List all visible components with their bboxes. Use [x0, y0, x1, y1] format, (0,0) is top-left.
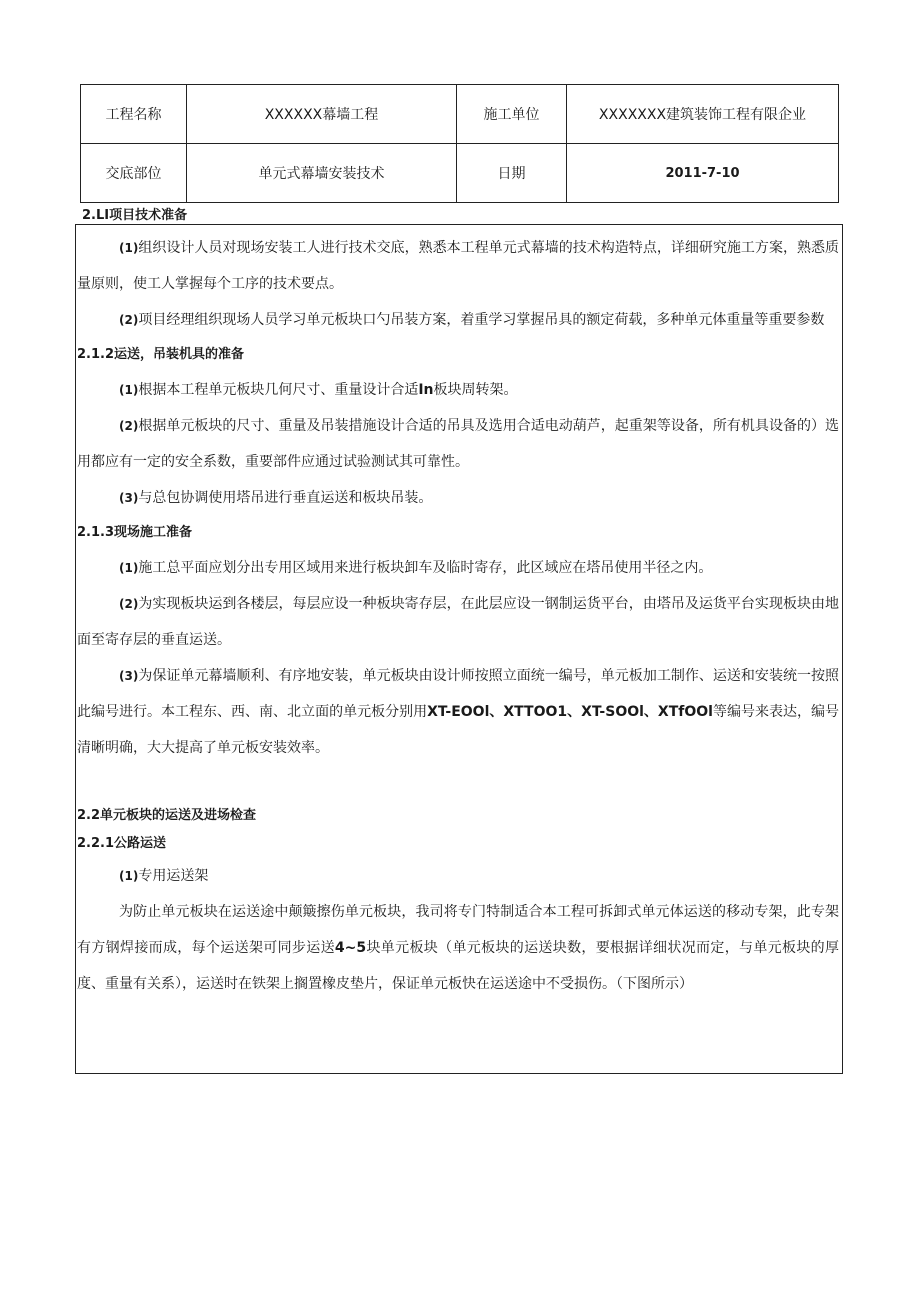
paragraph: [77, 230, 839, 302]
paragraph-text: 等编号来表达，编号清晰明确，大大提高了单元板安装效率。: [77, 704, 840, 756]
paragraph-text: 施工总平面应划分出专用区域用来进行板块卸车及临时寄存，此区域应在塔吊使用半径之内。: [138, 560, 713, 576]
paragraph-text: 根据单元板块的尺寸、重量及吊装措施设计合适的吊具及选用合适电动葫芦，起重架等设备，所有机具设备的）选用都应有一定的安全系数，重要部件应通过试验测试其可靠性。: [77, 418, 839, 470]
date-value: 2011-7-10: [567, 144, 839, 203]
item-number: (2): [119, 597, 139, 611]
item-number: (3): [119, 491, 139, 505]
paragraph-text: 组织设计人员对现场安装工人进行技术交底，熟悉本工程单元式幕墙的技术构造特点，详细研究施工方案，熟悉质量原则，使工人掌握每个工序的技术要点。: [77, 240, 839, 292]
header-row-1: [81, 85, 839, 144]
paragraph: [77, 480, 839, 516]
paragraph-text: 为保证单元幕墙顺利、有序地安装，单元板块由设计师按照立面统一编号，单元板加工制作、运送和安装统一按照此编号进行。本工程东、西、南、北立面的单元板分别用: [77, 668, 839, 720]
section-2-1-3-title: 2.1.3现场施工准备: [77, 525, 193, 540]
paragraph-text: 专用运送架: [138, 868, 209, 884]
paragraph: [77, 408, 839, 480]
paragraph: [77, 894, 839, 1002]
paragraph-text: 块单元板块（单元板块的运送块数，要根据详细状况而定，与单元板块的厚度、重量有关系），运送时在铁架上搁置橡皮垫片，保证单元板快在运送途中不受损伤。（下图所示）: [77, 940, 839, 992]
paragraph-text: 板块周转架。: [433, 382, 518, 398]
paragraph: [77, 586, 839, 658]
section-2-2-1-title: 2.2.1公路运送: [77, 836, 167, 851]
paragraph: [77, 858, 839, 894]
paragraph: [77, 302, 839, 338]
item-number: (3): [119, 669, 139, 683]
contractor-value: XXXXXXX建筑装饰工程有限企业: [567, 85, 839, 144]
section-2-1-2-title: 2.1.2运送，吊装机具的准备: [77, 347, 245, 362]
header-row-2: [81, 144, 839, 203]
paragraph: [77, 550, 839, 586]
paragraph: [77, 658, 839, 766]
header-table: [80, 84, 839, 203]
content-body: [77, 230, 839, 1002]
item-number: (1): [119, 241, 139, 255]
date-label: 日期: [457, 144, 567, 203]
paragraph-text: 为防止单元板块在运送途中颠簸擦伤单元板块，我司将专门特制适合本工程可拆卸式单元体运送的移动专架，此专架有方钢焊接而成，每个运送架可同步运送: [77, 904, 839, 956]
project-name-value: XXXXXX幕墙工程: [187, 85, 457, 144]
contractor-label: 施工单位: [457, 85, 567, 144]
briefing-part-label: 交底部位: [81, 144, 187, 203]
panel-codes: XT-EOOl、XTTOO1、XT-SOOl、XTfOOl: [427, 704, 713, 720]
section-2-2-title: 2.2单元板块的运送及进场检查: [77, 808, 257, 823]
section-2-1-1-title: 2.LI项目技术准备: [82, 208, 188, 223]
paragraph-text: 与总包协调使用塔吊进行垂直运送和板块吊装。: [138, 490, 433, 506]
paragraph: [77, 372, 839, 408]
item-number: (1): [119, 869, 139, 883]
item-number: (1): [119, 383, 139, 397]
paragraph-text: 为实现板块运到各楼层，每层应设一种板块寄存层，在此层应设一钢制运货平台，由塔吊及运货平台实现板块由地面至寄存层的垂直运送。: [77, 596, 839, 648]
paragraph-code: In: [418, 382, 434, 398]
item-number: (2): [119, 419, 139, 433]
item-number: (2): [119, 313, 139, 327]
project-name-label: 工程名称: [81, 85, 187, 144]
briefing-part-value: 单元式幕墙安装技术: [187, 144, 457, 203]
paragraph-text: 根据本工程单元板块几何尺寸、重量设计合适: [138, 382, 419, 398]
paragraph-text: 项目经理组织现场人员学习单元板块口勺吊装方案，着重学习掌握吊具的额定荷载，多种单元体重量等重要参数: [138, 312, 825, 328]
panel-count: 4~5: [334, 940, 367, 956]
item-number: (1): [119, 561, 139, 575]
spacer: [77, 766, 839, 802]
